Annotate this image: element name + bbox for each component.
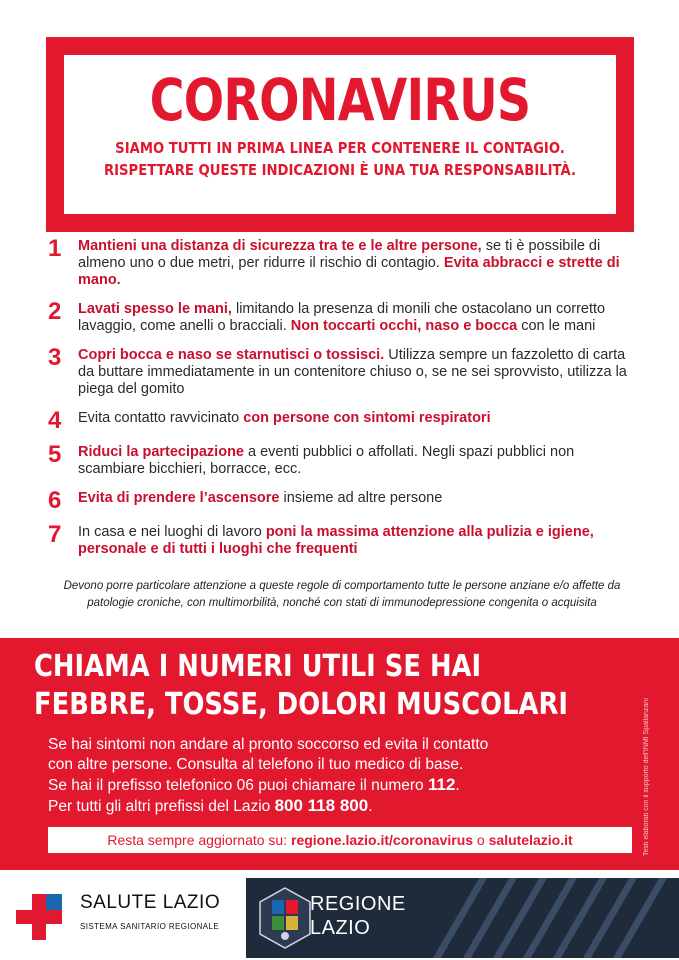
rule-segment: a eventi pubblici o affollati. Negli spazi pubblici non scambiare bicchieri, borracce, ecc.: [78, 444, 575, 477]
rule-segment: limitando la presenza di monili che ostacolano un corretto lavaggio, come anelli o bracciali.: [78, 301, 606, 334]
footer: [0, 870, 679, 960]
call-body-line-4-end: .: [368, 798, 373, 815]
rule-number: 3: [48, 344, 62, 371]
regione-lazio-text: [310, 892, 406, 940]
header-frame: [46, 37, 634, 232]
rule-text: [78, 524, 638, 558]
page-title: CORONAVIRUS: [149, 66, 531, 134]
rule-segment: se ti è possibile di almeno uno o due metri, per ridurre il rischio di contagio.: [78, 238, 601, 271]
rule-item: [48, 235, 638, 289]
call-title-line-1: CHIAMA I NUMERI UTILI SE HAI: [34, 649, 482, 684]
subtitle-line-1: SIAMO TUTTI IN PRIMA LINEA PER CONTENERE IL CONTAGIO.: [115, 139, 565, 157]
link-regione-lazio[interactable]: regione.lazio.it/coronavirus: [291, 832, 474, 848]
rule-highlight: Lavati spesso le mani,: [78, 301, 232, 317]
number-112[interactable]: 112: [427, 775, 456, 794]
link-salutelazio[interactable]: salutelazio.it: [488, 832, 573, 848]
regione-crest-icon: [258, 886, 312, 950]
rules-list: [48, 235, 638, 570]
rule-text: [78, 410, 491, 427]
regione-line-2: LAZIO: [310, 917, 371, 939]
rule-number: 4: [48, 407, 62, 434]
rule-item: [48, 344, 638, 398]
update-middle: o: [473, 832, 489, 848]
call-body-line-4-text: Per tutti gli altri prefissi del Lazio: [48, 798, 275, 815]
rule-number: 7: [48, 521, 62, 548]
regione-line-1: REGIONE: [310, 893, 406, 915]
regione-lazio-logo: [246, 878, 679, 958]
rule-segment: Evita contatto ravvicinato: [78, 410, 244, 426]
rule-number: 2: [48, 298, 62, 325]
rule-text: [78, 238, 638, 289]
call-body-line-2: con altre persone. Consulta al telefono il tuo medico di base.: [48, 756, 464, 773]
credit-text: Testi elaborati con il supporto dell'INMI Spallanzani: [643, 698, 650, 856]
rule-highlight: Copri bocca e naso se starnutisci o tossisci.: [78, 347, 385, 363]
salute-lazio-cross-icon: [14, 892, 64, 942]
call-body-line-3-end: .: [455, 777, 460, 794]
rule-number: 1: [48, 235, 62, 262]
call-title-line-2: FEBBRE, TOSSE, DOLORI MUSCOLARI: [34, 687, 568, 722]
rule-text: [78, 490, 442, 507]
rule-segment: con le mani: [517, 318, 596, 334]
rule-item: [48, 521, 638, 558]
salute-lazio-subtitle: SISTEMA SANITARIO REGIONALE: [80, 922, 220, 931]
rule-text: [78, 444, 638, 478]
rule-highlight: Evita abbracci e strette di mano.: [78, 255, 620, 288]
update-prefix: Resta sempre aggiornato su:: [107, 832, 291, 848]
rule-item: [48, 298, 638, 335]
call-body-line-1: Se hai sintomi non andare al pronto soccorso ed evita il contatto: [48, 736, 489, 753]
call-title: [34, 648, 567, 724]
call-section: [0, 638, 679, 870]
subtitle-line-2: RISPETTARE QUESTE INDICAZIONI È UNA TUA RESPONSABILITÀ.: [103, 161, 577, 179]
rule-number: 6: [48, 487, 62, 514]
rule-text: [78, 347, 638, 398]
rule-segment: Utilizza sempre un fazzoletto di carta da buttare immediatamente in un contenitore chiuso o, se ne sei sprovvisto, utilizza la piega del gomito: [78, 347, 627, 397]
salute-lazio-title: SALUTE LAZIO: [80, 892, 221, 913]
rule-highlight: Non toccarti occhi, naso e bocca: [290, 318, 518, 334]
call-body-line-4: [48, 796, 628, 817]
call-body-line-3-text: Se hai il prefisso telefonico 06 puoi chiamare il numero: [48, 777, 428, 794]
update-bar: [48, 827, 632, 853]
rule-text: [78, 301, 638, 335]
rule-number: 5: [48, 441, 62, 468]
rule-highlight: Riduci la partecipazione: [78, 444, 244, 460]
call-body: [48, 735, 628, 817]
rule-item: [48, 487, 638, 514]
note-text: Devono porre particolare attenzione a queste regole di comportamento tutte le persone anziane e/o affette da patologie croniche, con multimorbilità, nonché con stati di immunodepressione congenita o acquisita: [63, 580, 621, 609]
rule-highlight: con persone con sintomi respiratori: [243, 410, 491, 426]
number-800[interactable]: 800 118 800: [274, 796, 369, 815]
call-body-line-3: [48, 775, 628, 796]
rule-segment: In casa e nei luoghi di lavoro: [78, 524, 266, 540]
header-subtitle: [97, 137, 583, 181]
rule-item: [48, 407, 638, 434]
rule-item: [48, 441, 638, 478]
header-box: [64, 55, 616, 214]
rule-highlight: Evita di prendere l’ascensore: [78, 490, 280, 506]
rule-segment: insieme ad altre persone: [279, 490, 443, 506]
decor-stripe: [433, 878, 487, 958]
rule-highlight: Mantieni una distanza di sicurezza tra te e le altre persone,: [78, 238, 482, 254]
rule-highlight: poni la massima attenzione alla pulizia e igiene, personale e di tutti i luoghi che frequenti: [78, 524, 594, 557]
